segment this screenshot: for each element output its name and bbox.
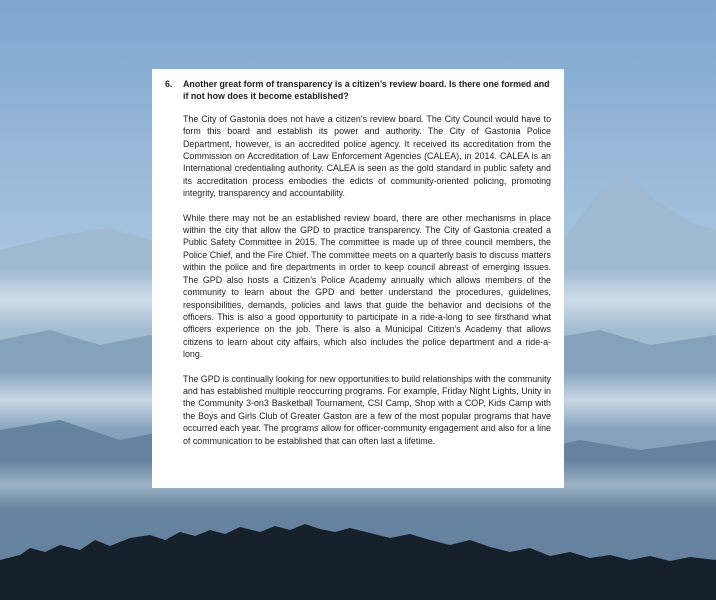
answer-paragraph-1: The City of Gastonia does not have a citizen’s review board. The City Council would have to form this board and establish its power and authority. The City of Gastonia Police Department, however, is an accredited police agency. It received its accreditation from the Commission on Accreditation of Law Enforcement Agencies (CALEA), in 2014. CALEA is an International credentialing authority. CALEA is seen as the gold standard in public safety and its accreditation process embodies the edicts of community-oriented policing, promoting integrity, transparency and accountability.	[183, 113, 551, 199]
question-heading	[165, 78, 551, 103]
question-text: Another great form of transparency is a citizen’s review board. Is there one formed and if not how does it become established?	[183, 79, 550, 102]
document-page	[152, 69, 564, 488]
question-number: 6.	[165, 79, 173, 89]
answer-paragraph-2: While there may not be an established review board, there are other mechanisms in place within the city that allow the GPD to practice transparency. The City of Gastonia created a Public Safety Committee in 2015. The committee is made up of three council members, the Police Chief, and the Fire Chief. The committee meets on a quarterly basis to discuss matters within the police and fire departments in order to keep council abreast of emerging issues. The GPD also hosts a Citizen’s Police Academy annually which allows members of the community to learn about the GPD and better understand the procedures, guidelines, responsibilities, demands, policies and laws that guide the behavior and decisions of the officers. This is also a good opportunity to participate in a ride-a-long to see firsthand what officers experience on the job. There is also a Municipal Citizen’s Academy that allows citizens to learn about city affairs, which also includes the police department and a ride-a-long.	[183, 212, 551, 360]
answer-paragraph-3: The GPD is continually looking for new opportunities to build relationships with the community and has established multiple reoccurring programs. For example, Friday Night Lights, Unity in the Community 3-on3 Basketball Tournament, CSI Camp, Shop with a COP, Kids Camp with the Boys and Girls Club of Greater Gaston are a few of the most popular programs that have occurred each year. The programs allow for officer-community engagement and also for a line of communication to be established that can often last a lifetime.	[183, 373, 551, 446]
